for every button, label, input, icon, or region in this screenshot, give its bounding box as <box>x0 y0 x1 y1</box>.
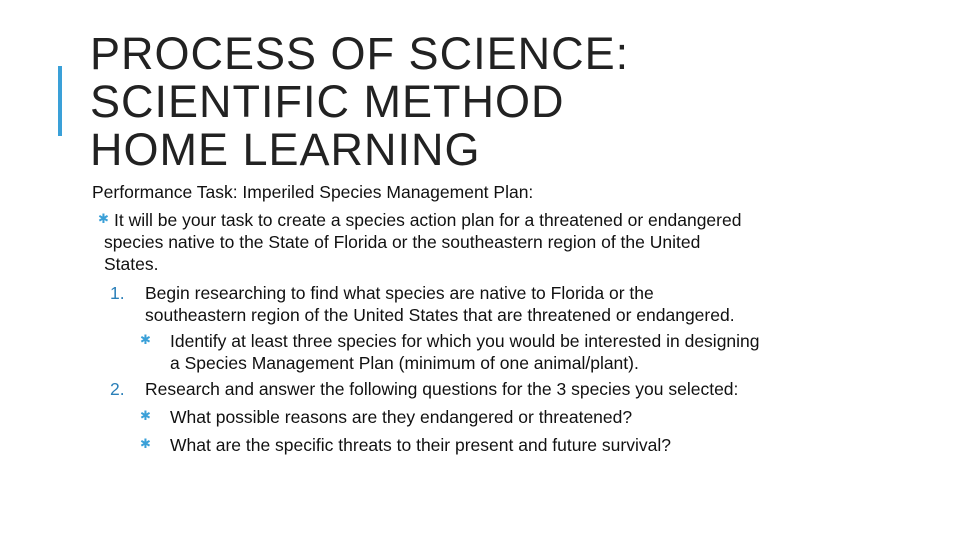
step-1-line-1: Begin researching to find what species are native to Florida or the <box>145 283 654 303</box>
intro-line-2: species native to the State of Florida or the southeastern region of the United <box>104 232 701 252</box>
title-line-1: PROCESS OF SCIENCE: <box>90 28 630 79</box>
intro-line-1: It will be your task to create a species action plan for a threatened or endangered <box>114 210 742 230</box>
asterisk-bullet-icon: ✱ <box>98 212 109 227</box>
asterisk-bullet-icon: ✱ <box>140 333 151 348</box>
step-1-line-2: southeastern region of the United States that are threatened or endangered. <box>145 305 735 325</box>
asterisk-bullet-icon: ✱ <box>140 437 151 452</box>
title-line-2: SCIENTIFIC METHOD <box>90 76 565 127</box>
step-2-line-1: Research and answer the following questions for the 3 species you selected: <box>145 379 739 399</box>
step-1-number: 1. <box>110 283 125 303</box>
step-2-number: 2. <box>110 379 125 399</box>
title-line-3: HOME LEARNING <box>90 124 481 175</box>
intro-line-3: States. <box>104 254 159 274</box>
asterisk-bullet-icon: ✱ <box>140 409 151 424</box>
slide-title <box>90 30 629 174</box>
step-2-bullet-1: What possible reasons are they endangered or threatened? <box>170 407 633 427</box>
step-1-bullet-1-line-1: Identify at least three species for which you would be interested in designing <box>170 331 760 351</box>
step-2-bullet-2: What are the specific threats to their present and future survival? <box>170 435 671 455</box>
task-heading: Performance Task: Imperiled Species Management Plan: <box>92 182 534 202</box>
step-1-bullet-1-line-2: a Species Management Plan (minimum of one animal/plant). <box>170 353 639 373</box>
title-accent-bar <box>58 66 62 136</box>
